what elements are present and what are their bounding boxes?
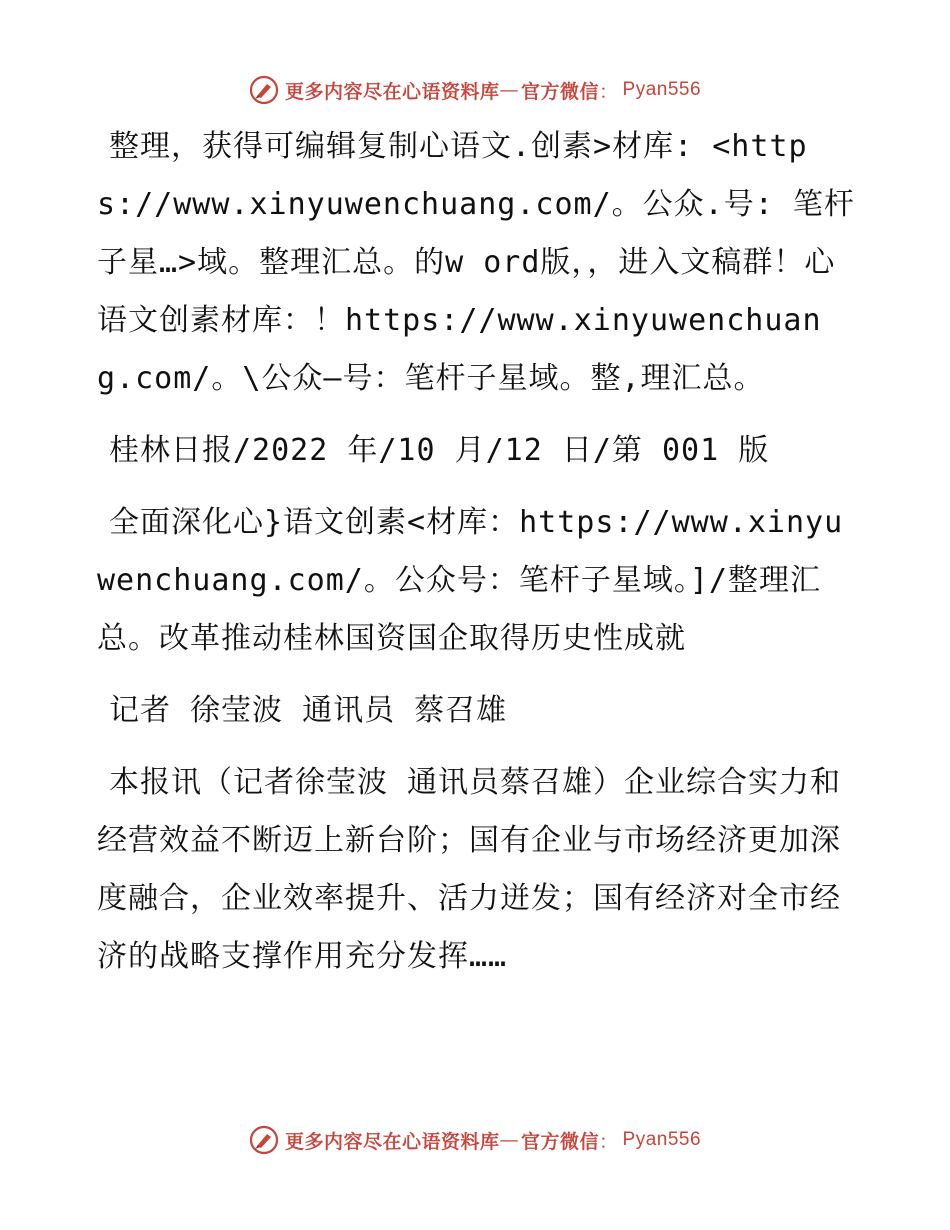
pen-nib-logo-icon bbox=[249, 75, 279, 105]
banner-main-text: 更多内容尽在心语资料库 bbox=[284, 80, 500, 103]
dateline: 桂林日报/2022 年/10 月/12 日/第 001 版 bbox=[109, 433, 770, 468]
pen-nib-logo-icon bbox=[249, 1125, 279, 1155]
banner-wechat-id: Pyan556 bbox=[622, 1129, 702, 1150]
banner-colon: ： bbox=[599, 80, 619, 103]
banner-wechat-id: Pyan556 bbox=[622, 79, 702, 100]
footer-banner bbox=[0, 1122, 950, 1158]
banner-wechat-label: 官方微信 bbox=[520, 1130, 599, 1153]
banner-main-text: 更多内容尽在心语资料库 bbox=[284, 1130, 500, 1153]
body-paragraph: 本报讯（记者徐莹波 通讯员蔡召雄）企业综合实力和经营效益不断迈上新台阶；国有企业与市场经济更加深度融合，企业效率提升、活力迸发；国有经济对全市经济的战略支撑作用充分发挥…… bbox=[97, 765, 842, 974]
byline: 记者 徐莹波 通讯员 蔡召雄 bbox=[109, 693, 508, 728]
banner-dash: — bbox=[499, 79, 519, 101]
banner-colon: ： bbox=[599, 1130, 619, 1153]
intro-paragraph: 整理，获得可编辑复制心语文.创素>材库: <https://www.xinyuwenchuang.com/。公众.号: 笔杆子星…>域。整理汇总。的w ord版，，进入文稿群！心语文创素材库：！https://www.xinyuwenchuang.com/。\公众—号：笔杆子星域。整,理汇总。 bbox=[97, 129, 855, 396]
header-banner bbox=[0, 72, 950, 108]
banner-dash: — bbox=[499, 1129, 519, 1151]
article-title: 全面深化心}语文创素<材库：https://www.xinyuwenchuang.com/。公众号：笔杆子星域。]/整理汇总。改革推动桂林国资国企取得历史性成就 bbox=[97, 505, 844, 656]
banner-wechat-label: 官方微信 bbox=[520, 80, 599, 103]
document-body bbox=[97, 118, 857, 1000]
